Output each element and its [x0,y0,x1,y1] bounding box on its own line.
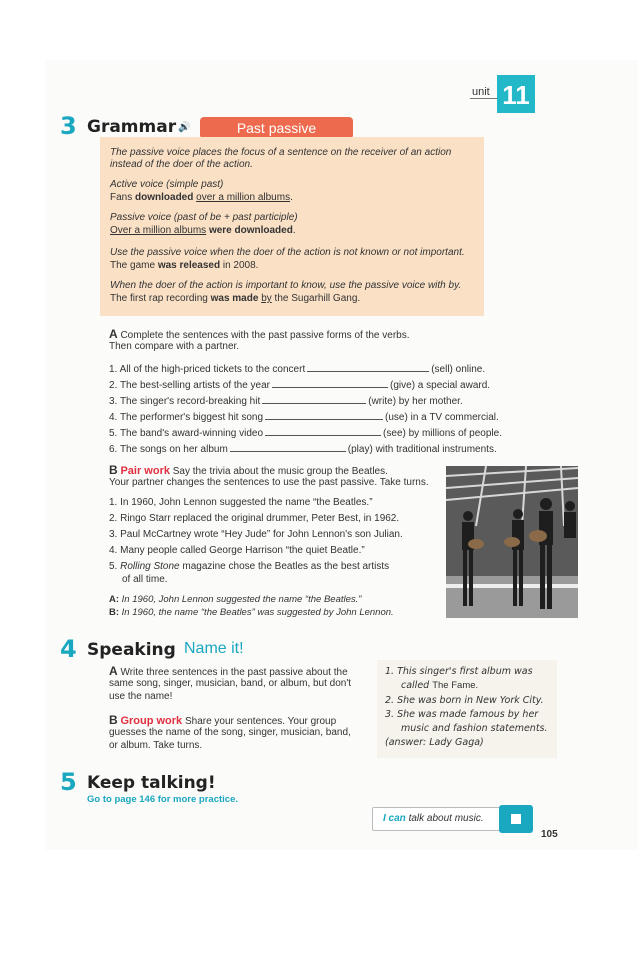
use-rule-1-example: The game was released in 2008. [110,260,259,271]
beatles-photo [446,466,578,618]
section-number-5: 5 [60,768,77,796]
speaking-b-line-2: guesses the name of the song, singer, musician, band, [109,727,351,738]
speaking-b-line-1: B Group work Share your sentences. Your group [109,713,337,727]
keep-talking-title: Keep talking! [87,773,216,793]
grammar-title: Grammar [87,117,177,137]
use-rule-1: Use the passive voice when the doer of the action is not known or not important. [110,247,465,258]
note-line-5: music and fashion statements. [401,723,548,734]
checkbox-icon[interactable] [499,805,533,833]
note-line-2: called The Fame. [401,680,479,691]
passive-voice-example: Over a million albums were downloaded. [110,225,296,236]
page-number: 105 [541,829,558,840]
active-voice-label: Active voice (simple past) [110,179,224,190]
exercise-a-item-5: 5. The band's award-winning video (see) by millions of people. [109,428,502,439]
audio-speaker-icon[interactable]: 🔊 [178,122,191,133]
speaking-title: Speaking [87,640,176,660]
exercise-a-item-1: 1. All of the high-priced tickets to the concert (sell) online. [109,364,486,375]
exercise-a-item-6: 6. The songs on her album (play) with traditional instruments. [109,444,497,455]
note-line-4: 3. She was made famous by her [385,709,539,720]
exercise-b-item-3: 3. Paul McCartney wrote “Hey Jude” for John Lennon's son Julian. [109,529,403,540]
speaking-a-line-1: A Write three sentences in the past passive about the [109,664,348,678]
section-number-4: 4 [60,635,77,663]
grammar-rules-box [100,137,484,316]
speaking-a-line-3: use the name! [109,691,173,702]
active-voice-example: Fans downloaded over a million albums. [110,192,293,203]
i-can-box [372,807,532,831]
passive-voice-label: Passive voice (past of be + past participle) [110,212,298,223]
exercise-a-item-4: 4. The performer's biggest hit song (use) in a TV commercial. [109,412,499,423]
note-line-3: 2. She was born in New York City. [385,695,544,706]
note-line-1: 1. This singer's first album was [385,666,533,677]
exercise-b-item-1: 1. In 1960, John Lennon suggested the name “the Beatles.” [109,497,373,508]
exercise-a-item-3: 3. The singer's record-breaking hit (write) by her mother. [109,396,463,407]
band-photo-illustration [446,466,578,618]
exercise-b-item-2: 2. Ringo Starr replaced the original drummer, Peter Best, in 1962. [109,513,400,524]
example-speaker-a: A: In 1960, John Lennon suggested the name “the Beatles.” [109,594,362,605]
exercise-b-item-4: 4. Many people called George Harrison “the quiet Beatle.” [109,545,365,556]
use-rule-2-example: The first rap recording was made by the Sugarhill Gang. [110,293,361,304]
exercise-b-instructions: B Pair work Say the trivia about the music group the Beatles. [109,463,388,477]
exercise-a-instructions-2: Then compare with a partner. [109,341,240,352]
unit-label: unit [472,86,490,98]
speaking-a-line-2: same song, singer, musician, band, or album, but don't [109,678,352,689]
note-answer: (answer: Lady Gaga) [385,737,484,748]
use-rule-2: When the doer of the action is important to know, use the passive voice with by. [110,280,462,291]
exercise-a-item-2: 2. The best-selling artists of the year (give) a special award. [109,380,491,391]
grammar-rule-line: The passive voice places the focus of a sentence on the receiver of an action [110,147,452,158]
grammar-rule-line: instead of the doer of the action. [110,159,253,170]
example-speaker-b: B: In 1960, the name “the Beatles” was suggested by John Lennon. [109,607,394,618]
i-can-text: I can talk about music. [383,813,484,824]
grammar-topic-banner: Past passive [200,117,353,139]
unit-number-badge: 11 [497,75,535,113]
unit-divider [470,98,497,99]
example-note-card [377,660,557,758]
section-number-3: 3 [60,112,77,140]
exercise-b-item-5: 5. Rolling Stone magazine chose the Beatles as the best artists [109,561,390,572]
exercise-a-instructions: A Complete the sentences with the past passive forms of the verbs. [109,327,410,341]
exercise-b-item-5-cont: of all time. [122,574,168,585]
speaking-subtitle: Name it! [184,640,244,657]
speaking-b-line-3: or album. Take turns. [109,740,203,751]
exercise-b-instructions-2: Your partner changes the sentences to use the past passive. Take turns. [109,477,429,488]
practice-page-link[interactable]: Go to page 146 for more practice. [87,794,238,805]
